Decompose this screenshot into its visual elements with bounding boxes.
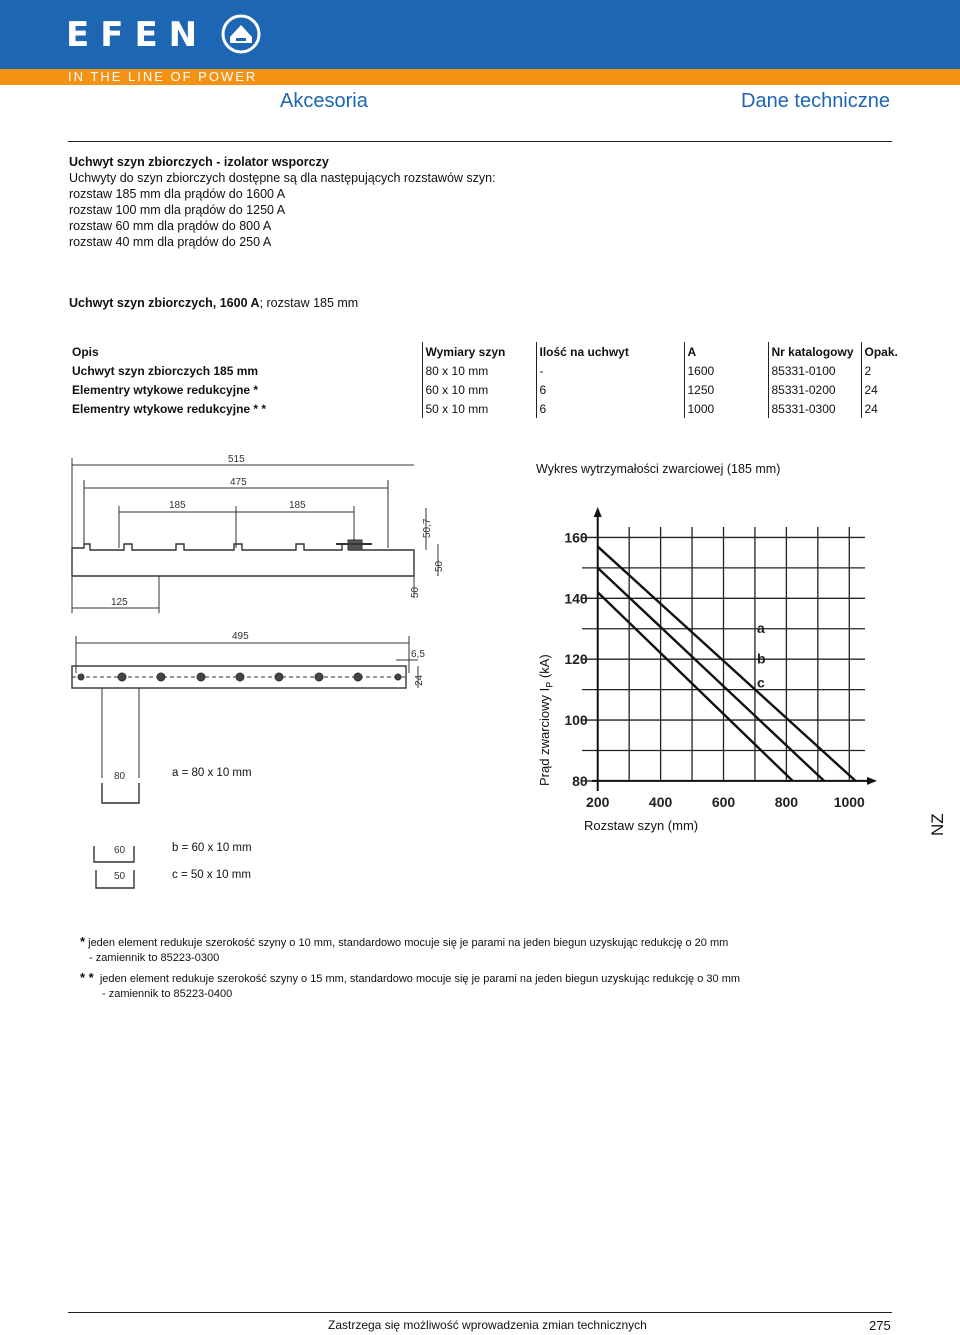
col-header: Opis: [72, 344, 99, 359]
footnote-1-cont: - zamiennik to 85223-0300: [89, 952, 220, 964]
table-cell: 24: [861, 399, 901, 418]
dim-label: 515: [228, 454, 245, 465]
dim-label: 50,7: [422, 518, 433, 538]
col-header: Opak.: [861, 342, 901, 361]
table-cell: 1000: [684, 399, 768, 418]
footnote-mark: * *: [80, 970, 94, 985]
table-cell: Uchwyt szyn zbiorczych 185 mm: [72, 363, 259, 378]
dim-label: 50: [434, 560, 445, 572]
slogan: IN THE LINE OF POWER: [68, 69, 258, 84]
col-header: A: [684, 342, 768, 361]
table-cell: 6: [536, 399, 684, 418]
section-title: Akcesoria: [280, 90, 368, 112]
series-line-b: [598, 568, 824, 781]
table-cell: 60 x 10 mm: [422, 380, 536, 399]
x-tick-label: 600: [711, 794, 736, 810]
legend-b: b = 60 x 10 mm: [172, 842, 252, 854]
section-a: [102, 783, 139, 803]
table-cell: 85331-0100: [768, 361, 861, 380]
page-category: Dane techniczne: [741, 90, 890, 112]
table-cell: Elementry wtykowe redukcyjne *: [72, 382, 259, 397]
product-subtitle: [69, 296, 358, 310]
table-header-row: [69, 342, 901, 361]
series-label: b: [756, 650, 766, 667]
dim-label: 495: [232, 631, 249, 642]
subtitle-rest: ; rozstaw 185 mm: [259, 296, 359, 310]
dim-label: 50: [410, 586, 421, 598]
table-row: [69, 361, 901, 380]
intro-line: rozstaw 40 mm dla prądów do 250 A: [69, 235, 272, 249]
table-cell: 6: [536, 380, 684, 399]
y-axis-label-unit: (kA): [537, 654, 552, 679]
table-cell: 80 x 10 mm: [422, 361, 536, 380]
intro-block: [69, 154, 496, 250]
title-divider: [68, 141, 892, 142]
dim-label: 80: [114, 771, 126, 782]
table-cell: 1250: [684, 380, 768, 399]
intro-line: rozstaw 185 mm dla prądów do 1600 A: [69, 187, 286, 201]
y-tick-label: 160: [564, 529, 588, 546]
dim-label: 60: [114, 845, 126, 856]
table-cell: 24: [861, 380, 901, 399]
intro-heading: Uchwyt szyn zbiorczych - izolator wsporczy: [69, 155, 329, 169]
footnote-text: jeden element redukuje szerokość szyny o 10 mm, standardowo mocuje się je parami na jeden biegun uzyskując redukcję o 20 mm: [88, 937, 729, 949]
col-header: Wymiary szyn: [422, 342, 536, 361]
series-label: c: [756, 674, 765, 691]
dim-label: 24: [414, 674, 425, 686]
y-tick-label: 100: [564, 712, 588, 729]
intro-line: rozstaw 100 mm dla prądów do 1250 A: [69, 203, 286, 217]
footer-disclaimer: Zastrzega się możliwość wprowadzenia zmian technicznych: [328, 1318, 647, 1332]
y-axis-label-sub: P: [544, 681, 555, 688]
x-tick-label: 200: [586, 794, 610, 810]
logo: EFEN: [66, 15, 209, 55]
technical-drawing: [66, 448, 446, 893]
table-cell: 50 x 10 mm: [422, 399, 536, 418]
spec-table: [69, 342, 901, 418]
short-circuit-chart: [520, 495, 880, 815]
series-line-a: [598, 547, 856, 781]
y-axis-label-main: Prąd zwarciowy I: [537, 687, 552, 786]
footnote-1: [80, 934, 728, 951]
footnote-text: jeden element redukuje szerokość szyny o 15 mm, standardowo mocuje się je parami na jeden biegun uzyskując redukcję o 30 mm: [99, 973, 741, 985]
table-cell: 1600: [684, 361, 768, 380]
y-tick-label: 120: [564, 651, 588, 668]
table-cell: 2: [861, 361, 901, 380]
chart-title: Wykres wytrzymałości zwarciowej (185 mm): [536, 462, 781, 476]
footnote-2: [80, 970, 740, 987]
x-axis-arrow: [867, 777, 877, 785]
y-tick-label: 140: [564, 590, 588, 607]
x-tick-label: 400: [648, 794, 673, 810]
subtitle-bold: Uchwyt szyn zbiorczych, 1600 A: [69, 296, 260, 310]
footnote-2-cont: - zamiennik to 85223-0400: [102, 988, 233, 1000]
dim-label: 6,5: [411, 649, 425, 660]
footer-divider: [68, 1312, 892, 1313]
series-label: a: [756, 619, 765, 636]
dim-label: 125: [111, 597, 128, 608]
dim-label: 185: [169, 500, 186, 511]
col-header: Nr katalogowy: [768, 342, 861, 361]
x-tick-label: 800: [774, 794, 799, 810]
dim-label: 475: [230, 477, 247, 488]
footnote-mark: *: [80, 934, 86, 949]
table-cell: 85331-0200: [768, 380, 861, 399]
y-axis-arrow: [594, 507, 602, 517]
dim-label: 50: [114, 871, 126, 882]
table-row: [69, 380, 901, 399]
page-number: 275: [869, 1318, 891, 1333]
x-tick-label: 1000: [833, 794, 865, 810]
col-header: Ilość na uchwyt: [536, 342, 684, 361]
table-cell: Elementry wtykowe redukcyjne * *: [72, 401, 267, 416]
dim-label: 185: [289, 500, 306, 511]
table-cell: -: [536, 361, 684, 380]
logo-mark-icon: [221, 14, 261, 54]
y-axis-label: [537, 654, 555, 786]
intro-line: rozstaw 60 mm dla prądów do 800 A: [69, 219, 272, 233]
legend-a: a = 80 x 10 mm: [172, 767, 252, 779]
x-axis-label: Rozstaw szyn (mm): [584, 818, 699, 833]
intro-line: Uchwyty do szyn zbiorczych dostępne są dla następujących rozstawów szyn:: [69, 171, 496, 185]
legend-c: c = 50 x 10 mm: [172, 869, 251, 881]
table-row: [69, 399, 901, 418]
table-cell: 85331-0300: [768, 399, 861, 418]
side-tag: NZ: [928, 813, 947, 836]
y-tick-label: 80: [572, 772, 588, 789]
